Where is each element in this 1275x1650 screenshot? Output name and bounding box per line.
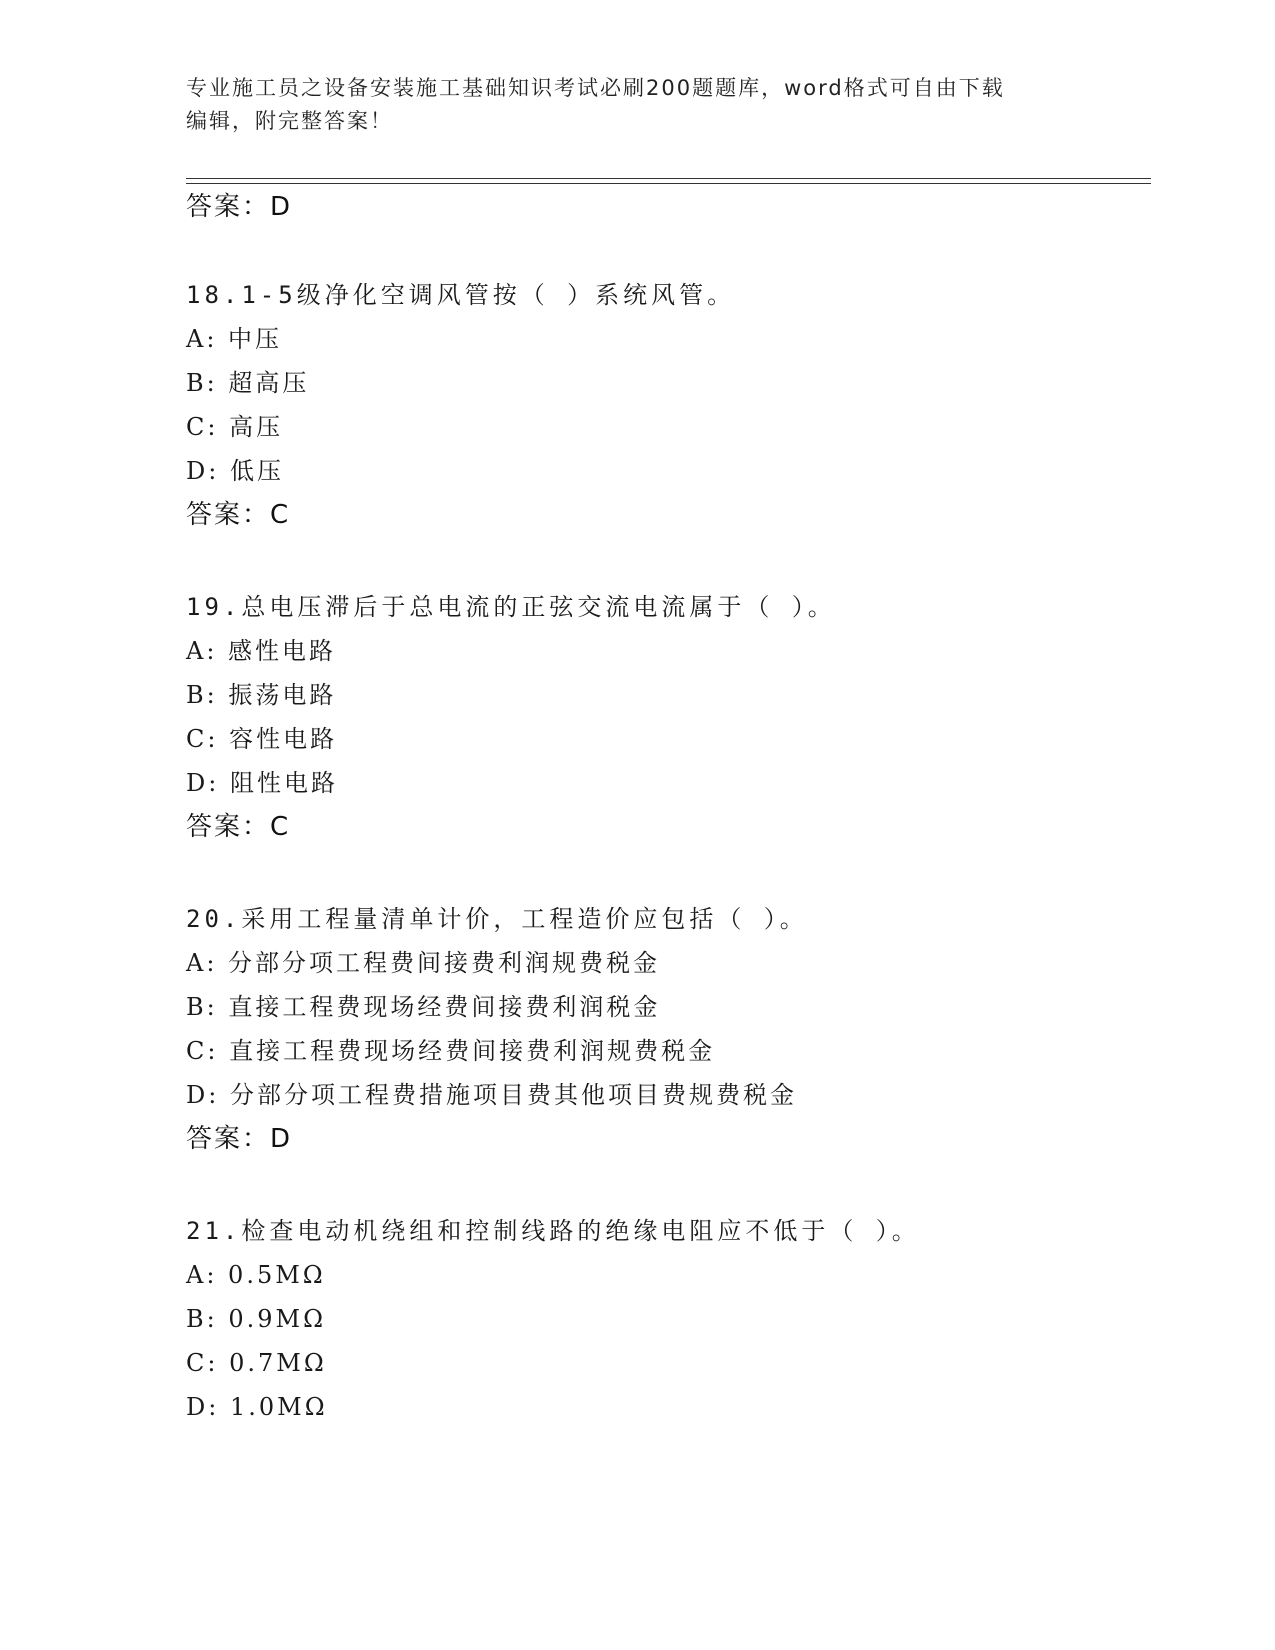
option-a: A: 中压 bbox=[186, 325, 283, 353]
question-stem: 18.1-5级净化空调风管按（ ）系统风管。 bbox=[186, 281, 736, 309]
answer: 答案：C bbox=[186, 812, 291, 842]
question-stem: 21.检查电动机绕组和控制线路的绝缘电阻应不低于（ ）。 bbox=[186, 1217, 920, 1245]
option-d: D: 1.0MΩ bbox=[186, 1393, 328, 1421]
option-c: C: 0.7MΩ bbox=[186, 1349, 327, 1377]
option-b: B: 超高压 bbox=[186, 369, 310, 397]
option-c: C: 直接工程费现场经费间接费利润规费税金 bbox=[186, 1037, 716, 1065]
option-c: C: 容性电路 bbox=[186, 725, 338, 753]
answer: 答案：D bbox=[186, 1124, 293, 1154]
header-rule-bottom bbox=[186, 183, 1151, 184]
question-stem: 20.采用工程量清单计价，工程造价应包括（ ）。 bbox=[186, 905, 808, 933]
answer: 答案：C bbox=[186, 500, 291, 530]
header-line-2: 编辑，附完整答案！ bbox=[186, 109, 393, 133]
option-d: D: 阻性电路 bbox=[186, 769, 338, 797]
previous-answer: 答案：D bbox=[186, 192, 293, 222]
question-stem: 19.总电压滞后于总电流的正弦交流电流属于（ ）。 bbox=[186, 593, 836, 621]
header-rule-top bbox=[186, 178, 1151, 179]
option-c: C: 高压 bbox=[186, 413, 284, 441]
option-d: D: 低压 bbox=[186, 457, 284, 485]
option-d: D: 分部分项工程费措施项目费其他项目费规费税金 bbox=[186, 1081, 797, 1109]
option-a: A: 感性电路 bbox=[186, 637, 337, 665]
header-line-1: 专业施工员之设备安装施工基础知识考试必刷200题题库，word格式可自由下载 bbox=[186, 76, 1005, 100]
option-a: A: 0.5MΩ bbox=[186, 1261, 326, 1289]
option-b: B: 振荡电路 bbox=[186, 681, 337, 709]
option-b: B: 直接工程费现场经费间接费利润税金 bbox=[186, 993, 661, 1021]
option-b: B: 0.9MΩ bbox=[186, 1305, 326, 1333]
option-a: A: 分部分项工程费间接费利润规费税金 bbox=[186, 949, 661, 977]
document-header bbox=[186, 72, 1086, 138]
